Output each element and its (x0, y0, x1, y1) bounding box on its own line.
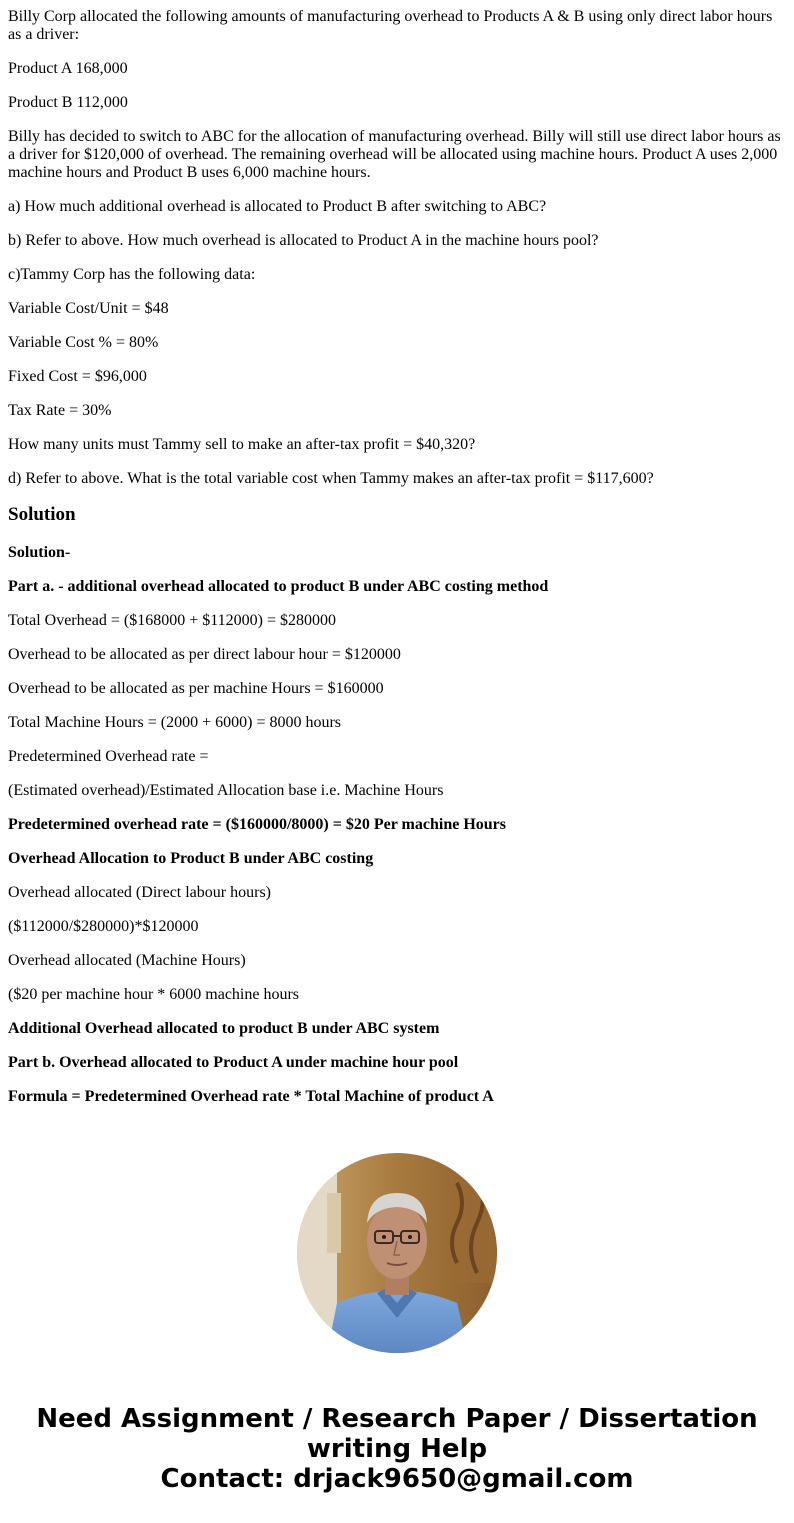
question-part-a: a) How much additional overhead is allocated to Product B after switching to ABC? (8, 198, 547, 215)
allocation-dlh-label: Overhead allocated (Direct labour hours) (8, 884, 271, 901)
abc-switch-text: Billy has decided to switch to ABC for the allocation of manufacturing overhead. Billy will still use direct labor hours as a driver for $120,000 of overhead. The remaining overhead will be allocated using machine hours. Product A uses 2,000 machine hours and Product B uses 6,000 machine hours. (8, 128, 781, 181)
promo-contact: Contact: drjack9650@gmail.com (160, 1464, 634, 1494)
variable-cost-percent: Variable Cost % = 80% (8, 334, 159, 351)
allocation-mh-label: Overhead allocated (Machine Hours) (8, 952, 246, 969)
promo-banner (0, 1404, 794, 1494)
product-a-amount: Product A 168,000 (8, 60, 128, 77)
part-b-title: Part b. Overhead allocated to Product A under machine hour pool (8, 1054, 459, 1071)
mh-overhead: Overhead to be allocated as per machine Hours = $160000 (8, 680, 384, 697)
question-intro: Billy Corp allocated the following amounts of manufacturing overhead to Products A & B using only direct labor hours as a driver: (8, 8, 773, 43)
solution-subheading: Solution- (8, 544, 71, 561)
pohr-result: Predetermined overhead rate = ($160000/8000) = $20 Per machine Hours (8, 816, 506, 833)
additional-overhead-b: Additional Overhead allocated to product B under ABC system (8, 1020, 440, 1037)
dlh-overhead: Overhead to be allocated as per direct labour hour = $120000 (8, 646, 401, 663)
author-avatar (297, 1153, 497, 1353)
question-part-c: c)Tammy Corp has the following data: (8, 266, 256, 283)
fixed-cost: Fixed Cost = $96,000 (8, 368, 147, 385)
total-overhead: Total Overhead = ($168000 + $112000) = $280000 (8, 612, 336, 629)
units-question: How many units must Tammy sell to make an after-tax profit = $40,320? (8, 436, 476, 453)
question-part-b: b) Refer to above. How much overhead is allocated to Product A in the machine hours pool? (8, 232, 599, 249)
allocation-dlh-calc: ($112000/$280000)*$120000 (8, 918, 199, 935)
total-machine-hours: Total Machine Hours = (2000 + 6000) = 8000 hours (8, 714, 342, 731)
question-part-d: d) Refer to above. What is the total variable cost when Tammy makes an after-tax profit = $117,600? (8, 470, 654, 487)
tax-rate: Tax Rate = 30% (8, 402, 112, 419)
product-b-amount: Product B 112,000 (8, 94, 128, 111)
solution-heading: Solution (8, 504, 76, 525)
variable-cost-unit: Variable Cost/Unit = $48 (8, 300, 169, 317)
promo-line-2: writing Help (306, 1434, 488, 1464)
part-a-title: Part a. - additional overhead allocated to product B under ABC costing method (8, 578, 549, 595)
promo-line-1: Need Assignment / Research Paper / Dissertation (36, 1404, 758, 1434)
pohr-formula: (Estimated overhead)/Estimated Allocation base i.e. Machine Hours (8, 782, 444, 799)
author-photo-icon (297, 1153, 497, 1353)
allocation-mh-calc: ($20 per machine hour * 6000 machine hours (8, 986, 300, 1003)
pohr-label: Predetermined Overhead rate = (8, 748, 209, 765)
formula-line: Formula = Predetermined Overhead rate * Total Machine of product A (8, 1088, 494, 1105)
allocation-b-title: Overhead Allocation to Product B under ABC costing (8, 850, 374, 867)
